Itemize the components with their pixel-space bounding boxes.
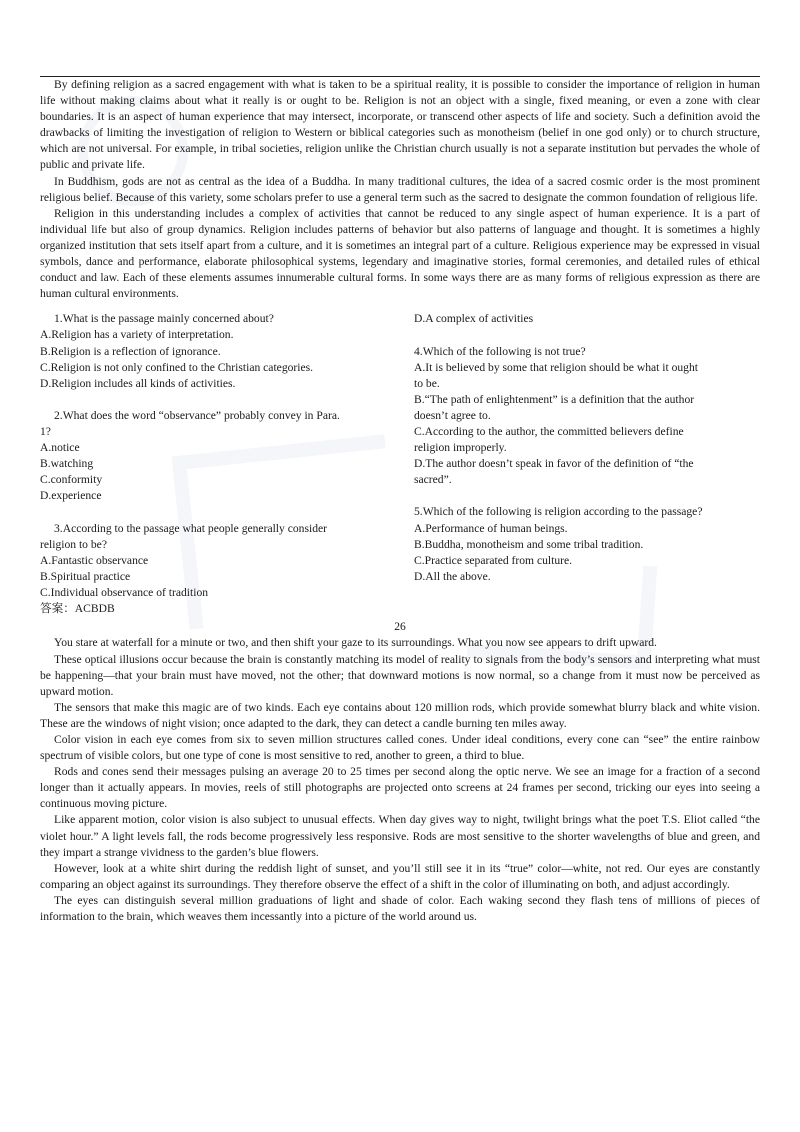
spacer xyxy=(40,504,385,520)
question-2 xyxy=(40,408,385,505)
passage-one-paragraph: In Buddhism, gods are not as central as the idea of a Buddha. In many traditional cultures, the idea of a sacred cosmic order is the most prominent religious belief. Because of this variety, some scholars prefer to use a general term such as the sacred to designate the common foundation of religious life. xyxy=(40,174,760,204)
question-5 xyxy=(414,504,760,584)
question-3-option-d: D.A complex of activities xyxy=(414,312,534,326)
question-1-option-a: A.Religion has a variety of interpretation. xyxy=(40,328,234,342)
questions-left-column xyxy=(40,311,385,617)
passage-two-paragraph: However, look at a white shirt during the reddish light of sunset, and you’ll still see it in its “true” color—white, not red. Our eyes are constantly comparing an object against its surroundings. They therefore observe the effect of a shift in the color of illuminating on both, and adjust accordingly. xyxy=(40,861,760,891)
question-3-stem: 3.According to the passage what people generally consider xyxy=(54,521,328,535)
question-1-stem: 1.What is the passage mainly concerned about? xyxy=(54,312,274,326)
page-number: 26 xyxy=(394,620,406,634)
question-5-option-b: B.Buddha, monotheism and some tribal tradition. xyxy=(414,537,644,551)
question-4-option-c-cont: religion improperly. xyxy=(414,441,507,455)
question-3-option-a: A.Fantastic observance xyxy=(40,553,149,567)
question-3-option-c: C.Individual observance of tradition xyxy=(40,585,209,599)
question-2-stem-cont: 1? xyxy=(40,424,51,438)
question-2-option-b: B.watching xyxy=(40,457,94,471)
question-1-option-b: B.Religion is a reflection of ignorance. xyxy=(40,344,221,358)
question-4-option-c: C.According to the author, the committed believers define xyxy=(414,424,684,438)
passage-two-paragraph: The eyes can distinguish several million graduations of light and shade of color. Each waking second they flash tens of millions of pieces of information to the brain, which weaves them incessantly into a picture of the world around us. xyxy=(40,893,760,923)
question-4-option-a: A.It is believed by some that religion should be what it ought xyxy=(414,360,699,374)
question-2-option-a: A.notice xyxy=(40,441,80,455)
question-2-option-c: C.conformity xyxy=(40,473,103,487)
question-4-option-b-cont: doesn’t agree to. xyxy=(414,408,491,422)
question-4-option-d-cont: sacred”. xyxy=(414,473,452,487)
question-3 xyxy=(40,521,385,601)
passage-one xyxy=(40,77,760,302)
question-4-option-b: B.“The path of enlightenment” is a definition that the author xyxy=(414,392,695,406)
question-2-stem: 2.What does the word “observance” probably convey in Para. xyxy=(54,408,340,422)
passage-two-paragraph: These optical illusions occur because the brain is constantly matching its model of reality to signals from the body’s sensors and interpreting what must be happening—that your brain must have moved, not the other; that downward motions is now normal, so a change from it must now be perceived as upward motion. xyxy=(40,652,760,698)
question-1 xyxy=(40,311,385,391)
passage-one-paragraph: Religion in this understanding includes a complex of activities that cannot be reduced to any single aspect of human experience. It is a part of individual life but also of group dynamics. Religion includes patterns of behavior but also patterns of language and thought. It is sometimes a highly organized institution that sets itself apart from a culture, and it is sometimes an integral part of a culture. Religious experience may be expressed in visual symbols, dance and performance, elaborate philosophical systems, legendary and imaginative stories, formal ceremonies, and detailed rules of ethical conduct and law. Each of these elements assumes innumerable cultural forms. In some ways there are as many forms of religious expression as there are human cultural environments. xyxy=(40,206,760,301)
question-5-option-d: D.All the above. xyxy=(414,569,491,583)
question-5-stem: 5.Which of the following is religion according to the passage? xyxy=(414,505,703,519)
passage-two-paragraph: Like apparent motion, color vision is also subject to unusual effects. When day gives way to night, twilight brings what the poet T.S. Eliot called “the violet hour.” A light levels fall, the rods become progressively less responsive. Rods are most sensitive to the shorter wavelengths of blue and green, and they impart a strange vividness to the garden’s blue flowers. xyxy=(40,813,760,859)
question-2-option-d: D.experience xyxy=(40,489,102,503)
question-5-option-a: A.Performance of human beings. xyxy=(414,521,568,535)
spacer xyxy=(414,488,760,504)
passage-two-paragraph: Color vision in each eye comes from six to seven million structures called cones. Under ideal conditions, every cone can “see” the entire rainbow spectrum of visible colors, but one type of cone is most sensitive to red, another to green, a third to blue. xyxy=(40,732,760,763)
questions-section xyxy=(40,311,760,613)
question-1-option-c: C.Religion is not only confined to the Christian categories. xyxy=(40,360,314,374)
question-3-option-b: B.Spiritual practice xyxy=(40,569,131,583)
document-page xyxy=(40,76,760,925)
passage-two-paragraph: Rods and cones send their messages pulsing an average 20 to 25 times per second along the optic nerve. We see an image for a fraction of a second longer than it actually appears. In movies, reels of still photographs are projected onto screens at 24 frames per second, tricking our eyes into seeing a continuous moving picture. xyxy=(40,765,760,811)
passage-one-paragraph: By defining religion as a sacred engagement with what is taken to be a spiritual reality, it is possible to consider the importance of religion in human life without making claims about what it really is or ought to be. Religion is not an object with a single, fixed meaning, or even a zone with clear boundaries. It is an aspect of human experience that may intersect, incorporate, or transcend other aspects of life and society. Such a definition avoid the drawbacks of limiting the investigation of religion to Western or biblical categories such as monotheism (belief in one god only) or to church structure, which are not universal. For example, in tribal societies, religion unlike the Christian church usually is not a separate institution but pervades the whole of public and private life. xyxy=(40,78,760,172)
question-4-option-a-cont: to be. xyxy=(414,376,440,390)
spacer xyxy=(414,327,760,343)
question-4-stem: 4.Which of the following is not true? xyxy=(414,344,586,358)
questions-right-column xyxy=(414,311,760,585)
passage-two xyxy=(40,635,760,925)
question-1-option-d: D.Religion includes all kinds of activities. xyxy=(40,376,236,390)
question-4 xyxy=(414,344,760,489)
passage-two-paragraph: The sensors that make this magic are of two kinds. Each eye contains about 120 million rods, which provide somewhat blurry black and white vision. These are the windows of night vision; once adapted to the dark, they can detect a candle burning ten miles away. xyxy=(40,700,760,730)
question-5-option-c: C.Practice separated from culture. xyxy=(414,553,573,567)
question-4-option-d: D.The author doesn’t speak in favor of the definition of “the xyxy=(414,457,694,471)
spacer xyxy=(40,392,385,408)
answer-key: 答案：ACBDB xyxy=(40,602,115,615)
question-3-stem-cont: religion to be? xyxy=(40,537,107,551)
passage-two-paragraph: You stare at waterfall for a minute or two, and then shift your gaze to its surroundings. What you now see appears to drift upward. xyxy=(54,636,657,650)
